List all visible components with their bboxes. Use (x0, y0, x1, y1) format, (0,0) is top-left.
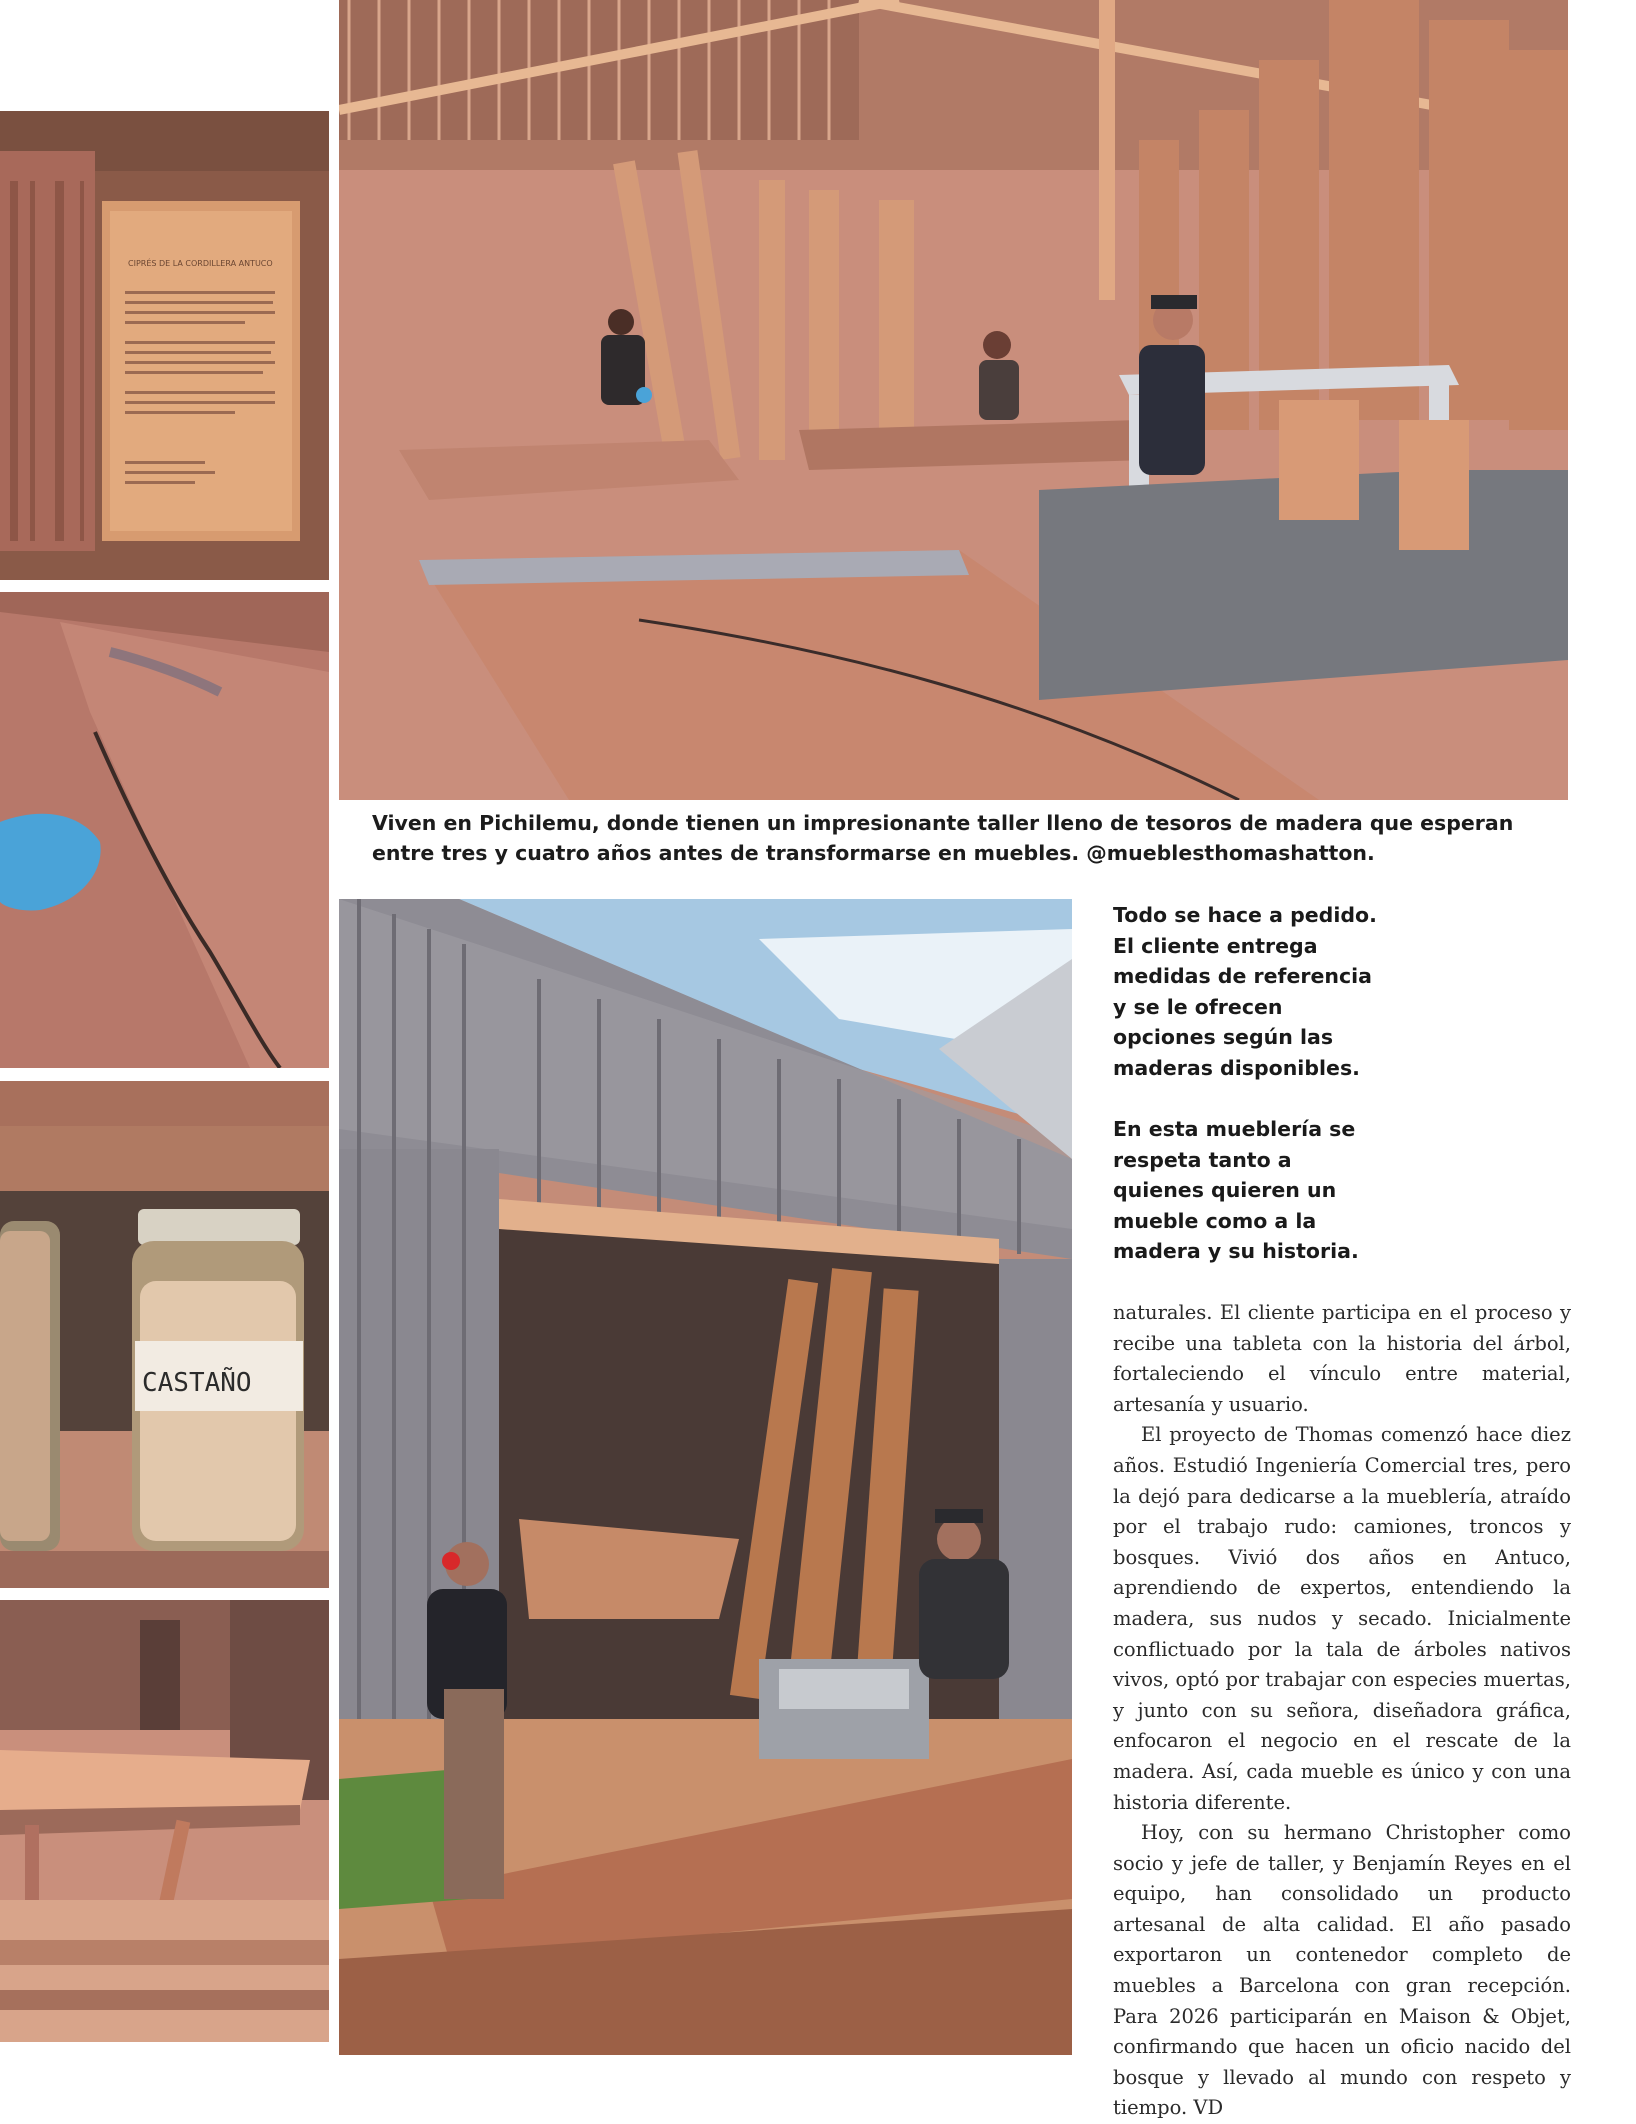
body-paragraph-3: Hoy, con su hermano Christopher como socio y jefe de taller, y Benjamín Reyes en el equipo, han consolidado un producto artesanal de alta calidad. El año pasado exportaron un contenedor completo de muebles a Barcelona con gran recepción. Para 2026 participarán en Maison & Objet, confirmando que hacen un oficio nacido del bosque y llevado al mundo con respeto y tiempo. (1113, 1821, 1571, 2120)
plaque-title: CIPRÉS DE LA CORDILLERA ANTUCO (128, 259, 273, 268)
article-body (1113, 1298, 1571, 2124)
photo-sawdust-jars (0, 1081, 329, 1588)
pull-quote-2: En esta mueblería se respeta tanto a quienes quieren un mueble como a la madera y su historia. (1113, 1117, 1359, 1264)
photo-wood-plaque (0, 111, 329, 580)
jar-label-castano: CASTAÑO (142, 1368, 252, 1398)
body-paragraph-2: El proyecto de Thomas comenzó hace diez años. Estudió Ingeniería Comercial tres, pero la dejó para dedicarse a la mueblería, atraído por el trabajo rudo: camiones, troncos y bosques. Vivió dos años en Antuco, aprendiendo de expertos, entendiendo la madera, sus nudos y secado. Inicialmente conflictuado por la tala de árboles nativos vivos, optó por trabajar con especies muertas, y junto con su señora, diseñadora gráfica, enfocaron el negocio en el rescate de la madera. Así, cada mueble es único y con una historia diferente. (1113, 1423, 1571, 1814)
body-paragraph-1: naturales. El cliente participa en el proceso y recibe una tableta con la historia del árbol, fortaleciendo el vínculo entre material, artesanía y usuario. (1113, 1301, 1571, 1416)
photo-shed-exterior (339, 899, 1072, 2055)
signoff: VD (1193, 2096, 1224, 2120)
photo-caption: Viven en Pichilemu, donde tienen un impresionante taller lleno de tesoros de madera que esperan entre tres y cuatro años antes de transformarse en muebles. @mueblesthomashatton. (372, 811, 1514, 865)
pull-quote-1: Todo se hace a pedido. El cliente entrega medidas de referencia y se le ofrecen opciones según las maderas disponibles. (1113, 903, 1377, 1080)
photo-tabletop-crack (0, 592, 329, 1068)
photo-wood-bench (0, 1600, 329, 2042)
photo-workshop-interior (339, 0, 1568, 800)
